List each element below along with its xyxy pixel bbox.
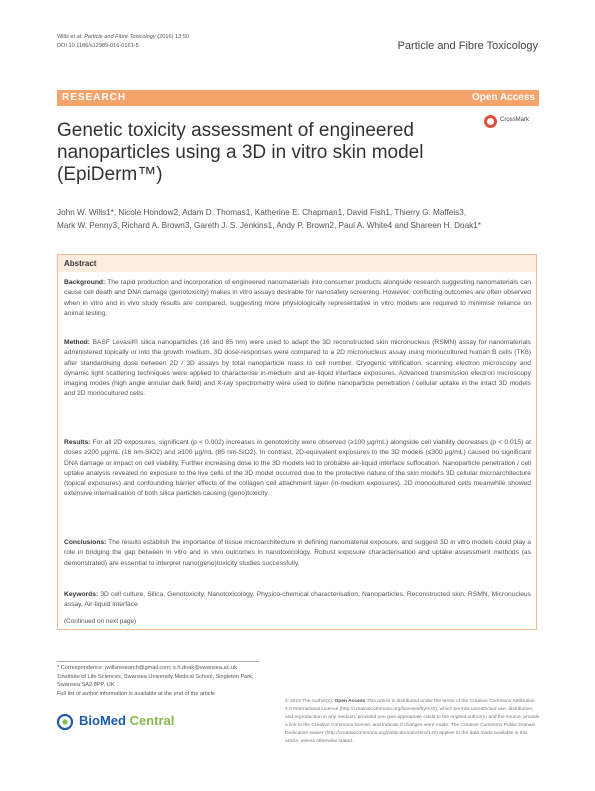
license-statement xyxy=(285,698,540,746)
keywords-text: 3D cell culture, Silica, Genotoxicity, Nanotoxicology, Physico-chemical characterisation, Nanoparticles, Reconstructed skin, RSMN, Micronucleus assay, Air-liquid interface xyxy=(64,591,531,609)
citation-etal: et al. xyxy=(70,34,83,40)
full-list-note: Full list of author information is available at the end of the article xyxy=(57,690,215,697)
conclusions-label: Conclusions: xyxy=(64,539,107,546)
abstract-keywords xyxy=(64,590,531,611)
open-access-label: Open Access xyxy=(472,92,535,103)
citation-authors: Wills xyxy=(57,34,69,40)
abstract-background xyxy=(64,278,531,319)
background-label: Background: xyxy=(64,279,106,286)
citation-journal: Particle and Fibre Toxicology xyxy=(84,34,156,40)
footnote-divider xyxy=(57,661,259,662)
method-label: Method: xyxy=(64,339,90,346)
biomed-central-logo xyxy=(57,712,197,734)
abstract-heading: Abstract xyxy=(64,259,97,268)
authors-line-2: Mark W. Penny3, Richard A. Brown3, Gareth J. S. Jenkins1, Andy P. Brown2, Paul A. White4 and Shareen H. Doak1* xyxy=(57,221,481,230)
conclusions-text: The results establish the importance of tissue microarchitecture in defining nanomaterial exposure, and suggest 3D in vitro models could play a role in bridging the gap between in vitro and in vivo outcomes in nanotoxicology. Robust exposure characterisation and uptake assessment methods (as demonstrated) are essential to interpret nano(geno)toxicity studies successfully. xyxy=(64,539,531,567)
citation-header xyxy=(57,33,189,51)
biomed-central-logo-icon xyxy=(57,714,73,730)
continued-note: (Continued on next page) xyxy=(64,618,137,625)
section-label: RESEARCH xyxy=(62,92,127,103)
keywords-label: Keywords: xyxy=(64,591,99,598)
doi[interactable]: DOI 10.1186/s12989-016-0161-5 xyxy=(57,43,139,49)
method-text: BASF Levasil® silica nanoparticles (16 and 85 nm) were used to adapt the 3D reconstructed skin micronucleus (RSMN) assay for nanomaterials administered topically or into the growth medium. 3D dose-responses were compared to a 2D micronucleus assay using monocultured human B cells (TK6) after standardising dose between 2D / 3D assays by total nanoparticle mass to cell number. Cryogenic vitrification, scanning electron microscopy and dynamic light scattering techniques were applied to characterise in-medium and air-liquid interface exposures. Advanced transmission electron microscopy imaging modes (high angle annular dark field) and X-ray spectrometry were used to define nanoparticle penetration / cellular uptake in the intact 3D models and 2D monocultured cells. xyxy=(64,339,531,398)
abstract-header xyxy=(58,255,536,272)
results-label: Results: xyxy=(64,439,91,446)
author-list xyxy=(57,206,542,232)
bmc-wordmark-part2: Central xyxy=(125,713,175,728)
results-text: For all 2D exposures, significant (p < 0.002) increases in genotoxicity were observed (≥100 μg/mL) alongside cell viability decreases (p < 0.015) at doses ≥200 μg/mL (16 nm-SiO2) and ≥100 μg/mL (85 nm-SiO2). In contrast, 2D-equivalent exposures to the 3D models (≤300 μg/mL) caused no significant DNA damage or impact on cell viability. Further increasing dose to the 3D models led to probable air-liquid interface suffocation. Nanoparticle penetration / cell uptake analysis revealed no exposure to the live cells of the 3D model occurred due to the protective nature of the skin model's 3D cellular microarchitecture (topical exposures) and confounding barrier effects of the collagen cell attachment layer (in-medium exposures). 2D monocultured cells meanwhile showed extensive internalisation of both silica particles causing (geno)toxicity. xyxy=(64,439,532,498)
correspondence-line[interactable]: * Correspondence: jwillsresearch@gmail.com; s.h.doak@swansea.ac.uk xyxy=(57,665,237,671)
license-open-access: Open Access xyxy=(334,699,366,704)
biomed-central-wordmark xyxy=(79,713,174,728)
authors-line-1: John W. Wills1*, Nicole Hondow2, Adam D. Thomas1, Katherine E. Chapman1, David Fish1, Thierry G. Maffeis3, xyxy=(57,208,467,217)
crossmark-badge[interactable] xyxy=(484,114,546,134)
abstract-box xyxy=(57,254,537,630)
license-text: This article is distributed under the terms of the Creative Commons Attribution 4.0 International License (http://creativecommons.org/licenses/by/4.0/), which permits unrestricted use, distribution, and reproduction in any medium, provided you give appropriate credit to the original author(s) and the source, provide a link to the Creative Commons license, and indicate if changes were made. The Creative Commons Public Domain Dedication waiver (http://creativecommons.org/publicdomain/zero/1.0/) applies to the data made available in this article, unless otherwise stated. xyxy=(285,699,540,744)
affiliation-line-1: 1Institute of Life Sciences, Swansea University Medical School, Singleton Park, xyxy=(57,673,254,680)
citation-year-vol: (2016) 13:50 xyxy=(157,34,189,40)
abstract-conclusions xyxy=(64,538,531,569)
copyright: © 2016 The Author(s). xyxy=(285,699,334,704)
section-banner xyxy=(57,90,539,106)
affiliation-line-2: Swansea SA2 8PP, UK xyxy=(57,682,115,688)
crossmark-icon xyxy=(484,115,497,128)
correspondence-footnote xyxy=(57,664,277,698)
abstract-method xyxy=(64,338,531,400)
abstract-results xyxy=(64,438,531,500)
journal-name: Particle and Fibre Toxicology xyxy=(397,40,538,52)
crossmark-label: CrossMark xyxy=(500,117,530,123)
bmc-wordmark-part1: BioMed xyxy=(79,713,126,728)
background-text: The rapid production and incorporation of engineered nanomaterials into consumer products alongside research suggesting nanomaterials can cause cell death and DNA damage (genotoxicity) makes in vitro assays desirable for nanosafety screening. However, conflicting outcomes are often observed when in vitro and in vivo study results are compared, suggesting more physiologically representative in vitro models are required to minimise reliance on animal testing. xyxy=(64,279,531,317)
article-title: Genetic toxicity assessment of engineered nanoparticles using a 3D in vitro skin model (EpiDerm™) xyxy=(57,120,424,185)
